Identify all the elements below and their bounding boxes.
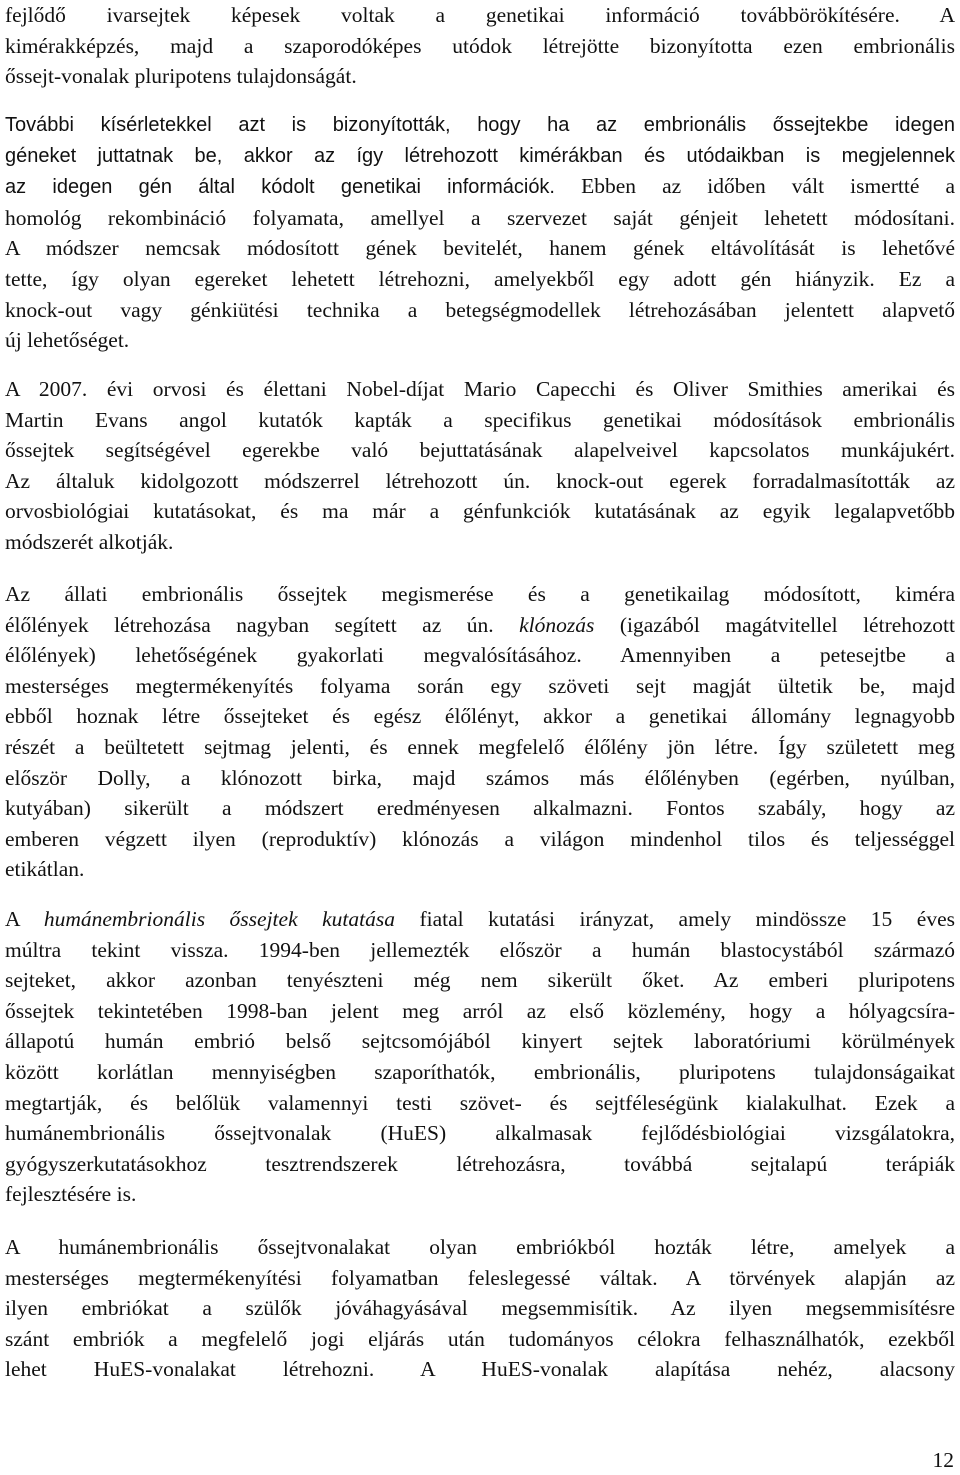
paragraph-2 (5, 110, 955, 356)
text-line: módszerét alkotják. (5, 529, 174, 554)
text-line: fejlődő ivarsejtek képesek voltak a genetikai információ továbbörökítésére. A (5, 3, 955, 27)
text-line: megtartják, és belőlük valamennyi testi szövet- és sejtféleségünk kialakulhat. Ezek a (5, 1090, 955, 1115)
text-line-mixed (5, 904, 955, 935)
text-line: kimérakképzés, majd a szaporodóképes utódok létrejötte bizonyította ezen embrionális (5, 33, 955, 58)
text-line: A 2007. évi orvosi és élettani Nobel-díjat Mario Capecchi és Oliver Smithies amerikai és (5, 377, 955, 401)
text-line: gyógyszerkutatásokhoz tesztrendszerek létrehozásra, továbbá sejtalapú terápiák (5, 1151, 955, 1176)
text-line: géneket juttatnak be, akkor az így létrehozott kimérákban és utódaikban is megjelennek (5, 144, 955, 167)
text-line: őssejtek tekintetében 1998-ban jelent meg arról az első közlemény, hogy a hólyagcsíra- (5, 998, 955, 1023)
text-line: sejteket, akkor azonban tenyészteni még nem sikerült őket. Az emberi pluripotens (5, 968, 955, 993)
text-line: tette, így olyan egereket lehetett létrehozni, amelyekből egy adott gén hiányzik. Ez a (5, 266, 955, 291)
text-line: először Dolly, a klónozott birka, majd számos más élőlényben (egérben, nyúlban, (5, 765, 955, 790)
text-line: szánt embriók a megfelelő jogi eljárás után tudományos célokra felhasználhatók, ezekből (5, 1326, 955, 1351)
text-line: Martin Evans angol kutatók kapták a specifikus genetikai módosítások embrionális (5, 407, 955, 432)
text-line: őssejt-vonalak pluripotens tulajdonságát. (5, 64, 357, 89)
text-segment: A (5, 907, 44, 931)
text-line-mixed (5, 610, 955, 641)
text-line: új lehetőséget. (5, 328, 130, 353)
text-line: Az állati embrionális őssejtek megismerése és a genetikailag módosított, kiméra (5, 582, 955, 606)
paragraph-1 (5, 0, 955, 92)
text-line: knock-out vagy génkiütési technika a betegségmodellek létrehozásában jelentett alapvető (5, 297, 955, 322)
text-segment: élőlények létrehozása nagyban segített az ún. (5, 612, 520, 637)
paragraph-5 (5, 904, 955, 1210)
paragraph-3 (5, 374, 955, 558)
text-line: orvosbiológiai kutatásokat, és ma már a génfunkciók kutatásának az egyik legalapvetőbb (5, 499, 955, 524)
text-segment: fiatal kutatási irányzat, amely mindössze 15 éves (394, 907, 955, 931)
text-line: élőlények) lehetőségének gyakorlati megvalósításához. Amennyiben a petesejtbe a (5, 643, 955, 668)
text-line: mesterséges megtermékenyítési folyamatban feleslegessé váltak. A törvények alapján az (5, 1265, 955, 1290)
paragraph-6 (5, 1232, 955, 1385)
text-line: ebből hoznak létre őssejteket és egész élőlényt, akkor a genetikai állomány legnagyobb (5, 704, 955, 729)
text-line: A humánembrionális őssejtvonalakat olyan embriókból hozták létre, amelyek a (5, 1235, 955, 1259)
text-line: mesterséges megtermékenyítés folyama során egy szöveti sejt magját ültetik be, majd (5, 673, 955, 698)
page-number: 12 (932, 1448, 954, 1472)
text-line: humánembrionális őssejtvonalak (HuES) alkalmasak fejlődésbiológiai vizsgálatokra, (5, 1121, 955, 1146)
text-line: állapotú humán embrió belső sejtcsomójából kinyert sejtek laboratóriumi körülmények (5, 1029, 955, 1054)
text-line: Az általuk kidolgozott módszerrel létrehozott ún. knock-out egerek forradalmasították az (5, 468, 955, 493)
text-line: részét a beültetett sejtmag jelenti, és ennek megfelelő élőlény jön létre. Így született meg (5, 734, 955, 759)
text-segment: Ebben az időben vált ismertté a (555, 174, 955, 199)
text-segment: (igazából magátvitellel létrehozott (594, 612, 956, 637)
text-line: lehet HuES-vonalakat létrehozni. A HuES-vonalak alapítása nehéz, alacsony (5, 1357, 955, 1382)
text-line: További kísérletekkel azt is bizonyították, hogy ha az embrionális őssejtekbe idegen (5, 114, 955, 136)
text-line: kutyában) sikerült a módszert eredményesen alkalmazni. Fontos szabály, hogy az (5, 796, 955, 821)
text-line: őssejtek segítségével egerekbe való bejuttatásának alapelveivel kapcsolatos munkájukért. (5, 438, 955, 463)
text-line: ilyen embriókat a szülők jóváhagyásával megsemmisítik. Az ilyen megsemmisítésre (5, 1296, 955, 1321)
text-line: múltra tekint vissza. 1994-ben jellemezték először a humán blastocystából származó (5, 937, 955, 962)
italic-term: humánembrionális őssejtek kutatása (43, 907, 395, 931)
text-line: fejlesztésére is. (5, 1182, 137, 1207)
text-line-mixed (5, 171, 955, 203)
text-line: A módszer nemcsak módosított gének bevitelét, hanem gének eltávolítását is lehetővé (5, 236, 955, 261)
text-line: etikátlan. (5, 857, 85, 882)
italic-term: klónozás (519, 612, 595, 637)
text-line: között korlátlan mennyiségben szaporíthatók, embrionális, pluripotens tulajdonságaikat (5, 1059, 955, 1084)
paragraph-4 (5, 579, 955, 885)
text-segment: az idegen gén által kódolt genetikai információk. (5, 176, 555, 199)
text-line: emberen végzett ilyen (reproduktív) klónozás a világon mindenhol tilos és teljességgel (5, 826, 955, 851)
text-line: homológ rekombináció folyamata, amellyel a szervezet saját génjeit lehetett módosítani. (5, 205, 955, 230)
